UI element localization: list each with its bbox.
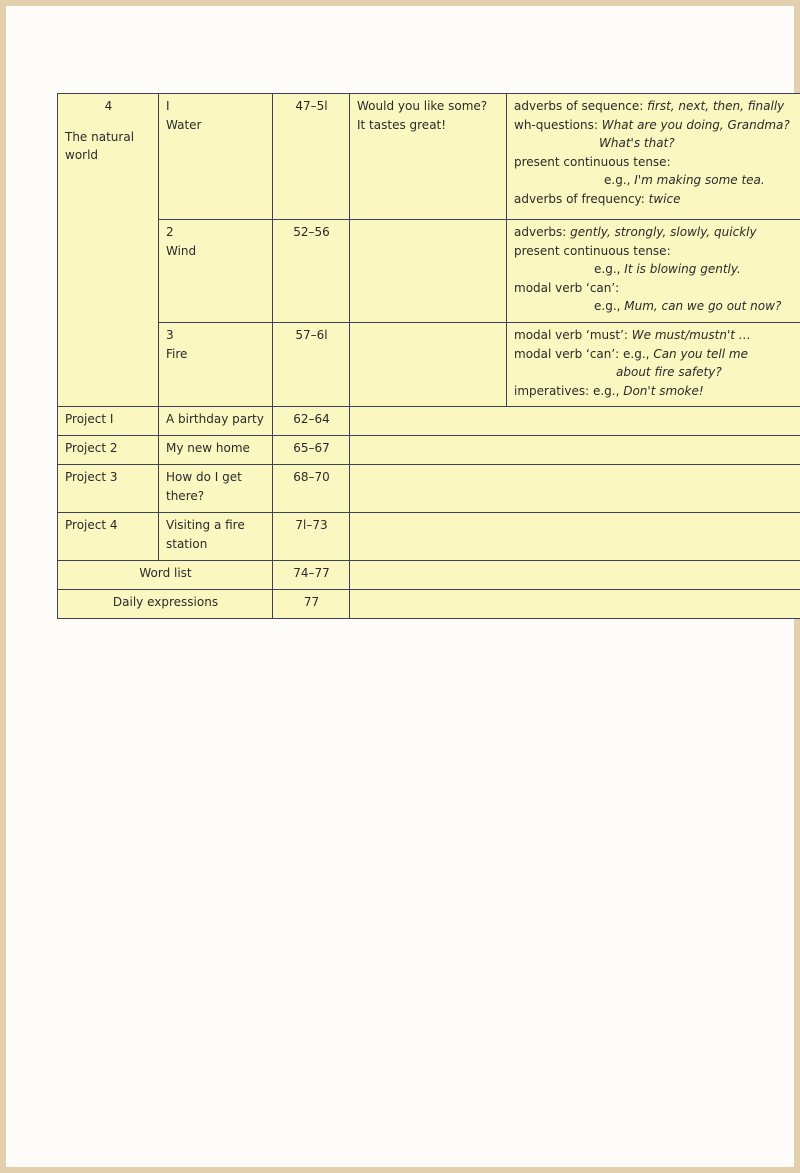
project-title: How do I get there? bbox=[159, 465, 273, 513]
grammar-label: present continuous tense: bbox=[514, 154, 671, 169]
grammar-label: modal verb ‘can’: e.g., bbox=[514, 346, 650, 361]
project-pages: 7l–73 bbox=[273, 513, 350, 561]
project-pages: 68–70 bbox=[273, 465, 350, 513]
project-title: My new home bbox=[159, 436, 273, 465]
grammar-line bbox=[514, 382, 800, 401]
grammar-example: Don't smoke! bbox=[623, 383, 704, 398]
grammar-cell bbox=[507, 323, 800, 407]
grammar-example: twice bbox=[648, 191, 681, 206]
grammar-label: modal verb ‘can’: bbox=[514, 280, 620, 295]
appendix-label: Word list bbox=[58, 561, 273, 590]
table-row bbox=[58, 436, 800, 465]
grammar-label: adverbs of frequency: bbox=[514, 191, 645, 206]
grammar-line bbox=[514, 171, 800, 190]
grammar-label: present continuous tense: bbox=[514, 243, 671, 258]
project-title: Visiting a fire station bbox=[159, 513, 273, 561]
grammar-line bbox=[514, 279, 800, 298]
empty-cell bbox=[350, 407, 800, 436]
grammar-example: about fire safety? bbox=[616, 365, 722, 379]
table-row bbox=[58, 94, 800, 220]
grammar-line bbox=[514, 223, 800, 242]
lesson-pages: 47–5l bbox=[273, 94, 350, 220]
empty-cell bbox=[350, 513, 800, 561]
page bbox=[6, 6, 794, 1167]
lesson-pages: 52–56 bbox=[273, 220, 350, 323]
project-title: A birthday party bbox=[159, 407, 273, 436]
expressions-cell bbox=[350, 220, 507, 323]
grammar-line bbox=[514, 134, 800, 153]
grammar-example: first, next, then, finally bbox=[647, 99, 785, 113]
grammar-example: We must/mustn't … bbox=[631, 328, 751, 342]
lesson-pages: 57–6l bbox=[273, 323, 350, 407]
empty-cell bbox=[350, 436, 800, 465]
grammar-example: I'm making some tea. bbox=[634, 173, 765, 187]
grammar-example: gently, strongly, slowly, quickly bbox=[570, 225, 757, 239]
empty-cell bbox=[350, 561, 800, 590]
project-pages: 62–64 bbox=[273, 407, 350, 436]
grammar-line bbox=[514, 190, 800, 209]
grammar-example: What's that? bbox=[599, 136, 675, 150]
grammar-line bbox=[514, 97, 800, 116]
lesson-cell bbox=[159, 220, 273, 323]
empty-cell bbox=[350, 465, 800, 513]
grammar-label: adverbs of sequence: bbox=[514, 99, 644, 113]
expressions-cell bbox=[350, 323, 507, 407]
table-row bbox=[58, 465, 800, 513]
appendix-label: Daily expressions bbox=[58, 590, 273, 619]
project-label: Project 3 bbox=[58, 465, 159, 513]
grammar-label: imperatives: e.g., bbox=[514, 383, 620, 398]
unit-name: The natural world bbox=[65, 129, 135, 162]
grammar-line bbox=[514, 326, 800, 345]
grammar-example: It is blowing gently. bbox=[624, 262, 741, 276]
grammar-label: adverbs: bbox=[514, 225, 567, 239]
table-row bbox=[58, 513, 800, 561]
grammar-label: e.g., bbox=[594, 262, 621, 276]
lesson-cell bbox=[159, 323, 273, 407]
project-label: Project 2 bbox=[58, 436, 159, 465]
grammar-line bbox=[514, 363, 800, 382]
table-row bbox=[58, 407, 800, 436]
lesson-cell bbox=[159, 94, 273, 220]
grammar-line bbox=[514, 297, 800, 316]
grammar-line bbox=[514, 116, 800, 135]
grammar-example: What are you doing, Grandma? bbox=[601, 117, 790, 132]
grammar-cell bbox=[507, 94, 800, 220]
grammar-label: modal verb ‘must’: bbox=[514, 328, 628, 342]
grammar-example: Mum, can we go out now? bbox=[624, 299, 782, 313]
lesson-title: Water bbox=[166, 117, 202, 132]
unit-number: 4 bbox=[104, 99, 113, 113]
table-row bbox=[58, 561, 800, 590]
project-label: Project 4 bbox=[58, 513, 159, 561]
grammar-cell bbox=[507, 220, 800, 323]
expressions-cell bbox=[350, 94, 507, 220]
expression: Would you like some? bbox=[357, 99, 488, 113]
appendix-pages: 74–77 bbox=[273, 561, 350, 590]
table-row bbox=[58, 323, 800, 407]
lesson-title: Fire bbox=[166, 346, 188, 361]
lesson-number: I bbox=[166, 99, 170, 113]
grammar-line bbox=[514, 345, 800, 364]
grammar-label: wh-questions: bbox=[514, 117, 598, 132]
expression: It tastes great! bbox=[357, 117, 447, 132]
grammar-example: Can you tell me bbox=[653, 346, 748, 361]
project-label: Project I bbox=[58, 407, 159, 436]
empty-cell bbox=[350, 590, 800, 619]
table-row bbox=[58, 220, 800, 323]
grammar-line bbox=[514, 242, 800, 261]
unit-cell bbox=[58, 94, 159, 407]
lesson-number: 3 bbox=[166, 328, 174, 342]
grammar-label: e.g., bbox=[594, 299, 621, 313]
grammar-line bbox=[514, 153, 800, 172]
grammar-label: e.g., bbox=[604, 173, 631, 187]
project-pages: 65–67 bbox=[273, 436, 350, 465]
appendix-pages: 77 bbox=[273, 590, 350, 619]
grammar-line bbox=[514, 260, 800, 279]
lesson-number: 2 bbox=[166, 225, 174, 239]
lesson-title: Wind bbox=[166, 243, 197, 258]
contents-table bbox=[57, 93, 800, 619]
table-row bbox=[58, 590, 800, 619]
